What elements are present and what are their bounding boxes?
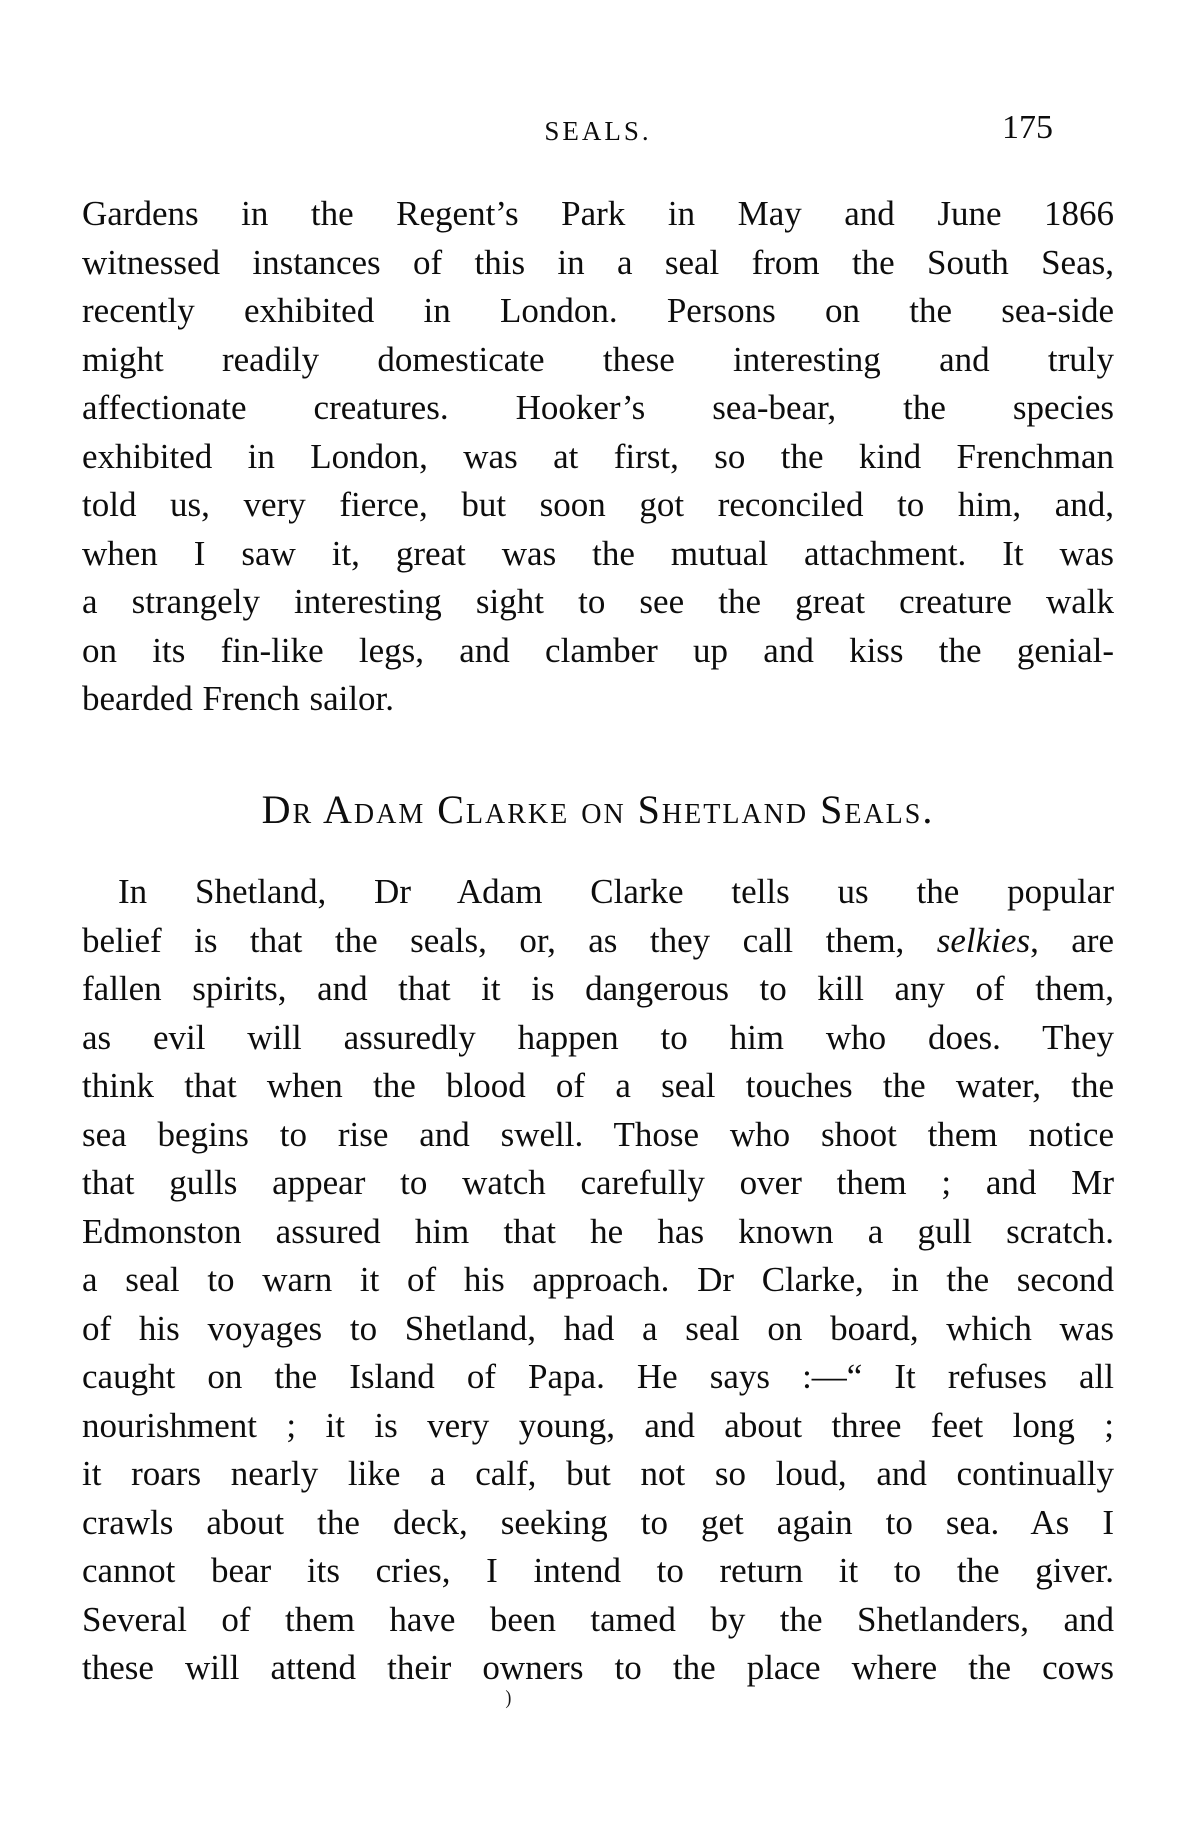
text-line: Gardens in the Regent’s Park in May and June 1866 bbox=[82, 194, 1114, 233]
page-number: 175 bbox=[1002, 109, 1053, 146]
text-line: cannot bear its cries, I intend to return it to the giver. bbox=[82, 1551, 1114, 1590]
text-line: a strangely interesting sight to see the great creature walk bbox=[82, 582, 1114, 621]
text-line: affectionate creatures. Hooker’s sea-bear, the species bbox=[82, 388, 1114, 427]
italic-word-selkies: selkies bbox=[936, 920, 1031, 960]
text-line: crawls about the deck, seeking to get again to sea. As I bbox=[82, 1502, 1114, 1542]
text-line: caught on the Island of Papa. He says :—“ It refuses all bbox=[82, 1357, 1114, 1396]
text-line: of his voyages to Shetland, had a seal on board, which was bbox=[82, 1308, 1114, 1348]
text-line: witnessed instances of this in a seal from the South Seas, bbox=[82, 242, 1114, 282]
paragraph-shetland-seals bbox=[82, 868, 1114, 1693]
text-line: on its fin-like legs, and clamber up and kiss the genial- bbox=[82, 630, 1114, 670]
text-line: told us, very fierce, but soon got reconciled to him, and, bbox=[82, 485, 1114, 524]
text-line: when I saw it, great was the mutual attachment. It was bbox=[82, 533, 1114, 573]
printer-mark: ) bbox=[505, 1687, 512, 1709]
text-line: recently exhibited in London. Persons on the sea-side bbox=[82, 291, 1114, 330]
text-line: sea begins to rise and swell. Those who shoot them notice bbox=[82, 1114, 1114, 1154]
paragraph-regents-park bbox=[82, 190, 1114, 724]
text-line: Edmonston assured him that he has known a gull scratch. bbox=[82, 1211, 1114, 1251]
text-line: bearded French sailor. bbox=[82, 679, 395, 718]
text-line: exhibited in London, was at first, so the kind Frenchman bbox=[82, 436, 1114, 476]
text-line-with-italic bbox=[82, 917, 1114, 966]
text-line: these will attend their owners to the place where the cows bbox=[82, 1648, 1114, 1687]
section-heading: Dr Adam Clarke on Shetland Seals. bbox=[261, 787, 935, 832]
text-segment: belief is that the seals, or, as they call them, bbox=[82, 920, 937, 960]
text-segment: , are bbox=[1030, 920, 1114, 960]
text-line: nourishment ; it is very young, and about three feet long ; bbox=[82, 1405, 1114, 1445]
text-line: that gulls appear to watch carefully over them ; and Mr bbox=[82, 1163, 1114, 1202]
text-line: a seal to warn it of his approach. Dr Clarke, in the second bbox=[82, 1260, 1114, 1299]
text-line: In Shetland, Dr Adam Clarke tells us the popular bbox=[118, 872, 1114, 911]
running-head: SEALS. bbox=[544, 116, 652, 146]
text-line: Several of them have been tamed by the Shetlanders, and bbox=[82, 1599, 1114, 1639]
text-line: it roars nearly like a calf, but not so loud, and continually bbox=[82, 1454, 1114, 1493]
text-line: as evil will assuredly happen to him who does. They bbox=[82, 1017, 1114, 1057]
text-line: think that when the blood of a seal touches the water, the bbox=[82, 1066, 1114, 1105]
text-line: might readily domesticate these interesting and truly bbox=[82, 339, 1114, 379]
text-line: fallen spirits, and that it is dangerous to kill any of them, bbox=[82, 969, 1114, 1008]
